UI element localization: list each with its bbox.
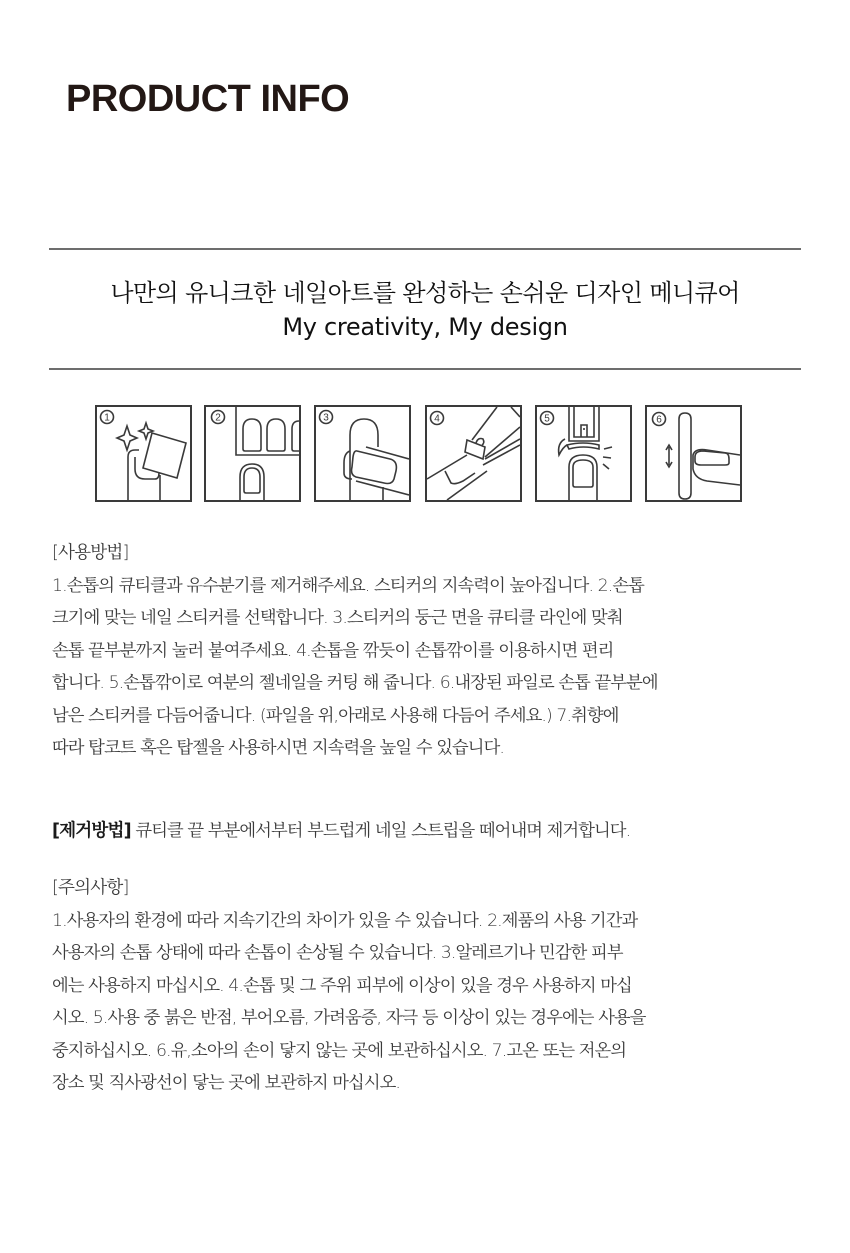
usage-line: 따라 탑코트 혹은 탑젤을 사용하시면 지속력을 높일 수 있습니다. (52, 738, 504, 758)
nail-clipper-icon (427, 407, 520, 500)
caution-line: 시오. 5.사용 중 붉은 반점, 부어오름, 가려움증, 자극 등 이상이 있는 경우에는 사용을 (52, 1008, 646, 1028)
step-1 (95, 405, 192, 502)
step-illustrations (0, 405, 850, 503)
step-3 (314, 405, 411, 502)
usage-section (52, 537, 812, 765)
removal-section (52, 815, 812, 848)
removal-text: 큐티클 끝 부분에서부터 부드럽게 네일 스트립을 떼어내며 제거합니다. (130, 821, 631, 841)
tagline-english: My creativity, My design (282, 313, 568, 341)
step-6 (645, 405, 742, 502)
usage-line: 크기에 맞는 네일 스티커를 선택합니다. 3.스티커의 둥근 면을 큐티클 라인에 맞춰 (52, 608, 623, 628)
caution-line: 장소 및 직사광선이 닿는 곳에 보관하지 마십시오. (52, 1073, 401, 1093)
usage-line: 손톱 끝부분까지 눌러 붙여주세요. 4.손톱을 깎듯이 손톱깎이를 이용하시면 편리 (52, 640, 614, 661)
usage-line: 합니다. 5.손톱깎이로 여분의 젤네일을 커팅 해 줍니다. 6.내장된 파일로 손톱 끝부분에 (52, 673, 658, 693)
svg-text:6: 6 (656, 414, 662, 426)
press-sticker-icon (316, 407, 409, 500)
nail-file-icon (647, 407, 740, 500)
caution-line: 1.사용자의 환경에 따라 지속기간의 차이가 있을 수 있습니다. 2.제품의 사용 기간과 (52, 910, 638, 931)
clean-nail-sparkle-icon (97, 407, 190, 500)
svg-text:3: 3 (323, 412, 329, 424)
usage-line: 남은 스티커를 다듬어줍니다. (파일을 위,아래로 사용해 다듬어 주세요.) 7.취향에 (52, 705, 619, 726)
svg-text:4: 4 (434, 413, 440, 425)
step-4 (425, 405, 522, 502)
caution-title: [주의사항] (52, 878, 129, 898)
caution-line: 중지하십시오. 6.유,소아의 손이 닿지 않는 곳에 보관하십시오. 7.고온 또는 저온의 (52, 1040, 627, 1061)
page-title: PRODUCT INFO (66, 78, 350, 120)
svg-text:1: 1 (104, 412, 110, 424)
svg-text:2: 2 (215, 412, 221, 424)
svg-text:5: 5 (544, 413, 550, 425)
caution-section (52, 872, 812, 1100)
step-2 (204, 405, 301, 502)
step-5 (535, 405, 632, 502)
divider-bottom (49, 368, 801, 370)
clipper-cut-icon (537, 407, 630, 500)
usage-line: 1.손톱의 큐티클과 유수분기를 제거해주세요. 스티커의 지속력이 높아집니다. 2.손톱 (52, 575, 644, 596)
select-nail-sticker-icon (206, 407, 299, 500)
usage-title: [사용방법] (52, 543, 129, 563)
tagline-korean: 나만의 유니크한 네일아트를 완성하는 손쉬운 디자인 메니큐어 (110, 279, 740, 307)
removal-title: [제거방법] (52, 821, 131, 841)
caution-line: 에는 사용하지 마십시오. 4.손톱 및 그 주위 피부에 이상이 있을 경우 사용하지 마십 (52, 975, 632, 996)
caution-line: 사용자의 손톱 상태에 따라 손톱이 손상될 수 있습니다. 3.알레르기나 민감한 피부 (52, 943, 623, 963)
divider-top (49, 248, 801, 250)
